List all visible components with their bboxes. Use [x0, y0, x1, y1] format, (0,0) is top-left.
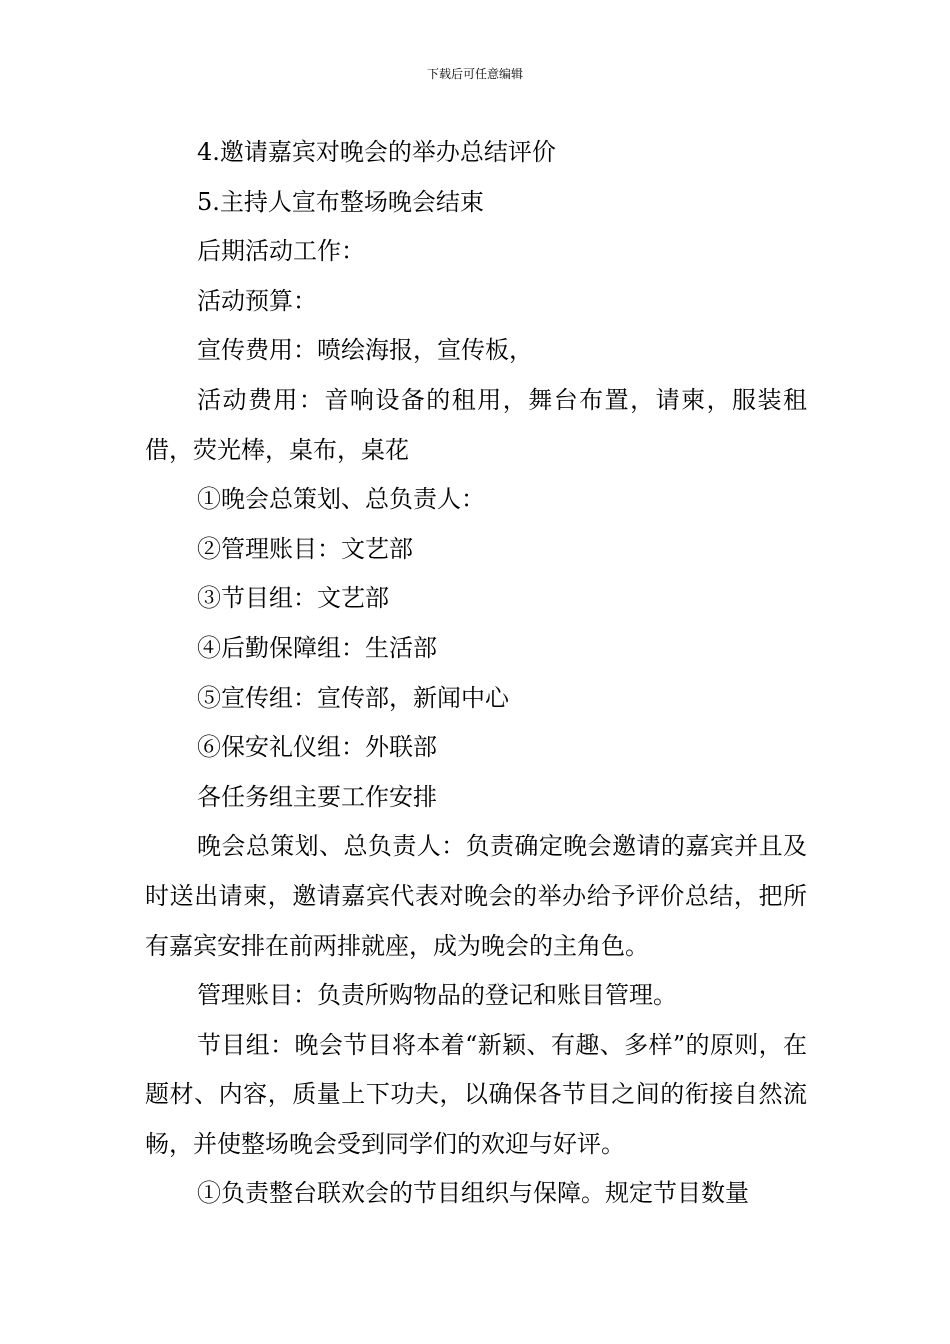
paragraph-chief-planner: 晚会总策划、总负责人：负责确定晚会邀请的嘉宾并且及时送出请柬，邀请嘉宾代表对晚会的举办给予评价总结，把所有嘉宾安排在前两排就座，成为晚会的主角色。 — [145, 832, 807, 960]
paragraph-group-1: ①晚会总策划、总负责人： — [197, 485, 485, 514]
paragraph-item-4: 4.邀请嘉宾对晚会的举办总结评价 — [197, 138, 556, 166]
paragraph-program-duty-1: ①负责整台联欢会的节目组织与保障。规定节目数量 — [197, 1179, 749, 1208]
paragraph-program-group: 节目组：晚会节目将本着“新颖、有趣、多样”的原则，在题材、内容，质量上下功夫，以确保各节目之间的衔接自然流畅，并使整场晚会受到同学们的欢迎与好评。 — [145, 1030, 807, 1158]
paragraph-task-arrangement: 各任务组主要工作安排 — [197, 782, 437, 811]
paragraph-accounts: 管理账目：负责所购物品的登记和账目管理。 — [197, 981, 677, 1010]
paragraph-activity-cost: 活动费用：音响设备的租用，舞台布置，请柬，服装租借，荧光棒，桌布，桌花 — [145, 385, 807, 464]
document-body — [145, 128, 807, 1219]
paragraph-group-2: ②管理账目：文艺部 — [197, 534, 413, 563]
paragraph-group-5: ⑤宣传组：宣传部，新闻中心 — [197, 683, 509, 712]
paragraph-group-3: ③节目组：文艺部 — [197, 584, 389, 613]
paragraph-group-4: ④后勤保障组：生活部 — [197, 633, 437, 662]
paragraph-post-activity: 后期活动工作： — [197, 237, 365, 266]
paragraph-group-6: ⑥保安礼仪组：外联部 — [197, 733, 437, 762]
paragraph-budget: 活动预算： — [197, 286, 317, 315]
paragraph-publicity-cost: 宣传费用：喷绘海报，宣传板， — [197, 336, 533, 365]
paragraph-item-5: 5.主持人宣布整场晚会结束 — [197, 187, 484, 216]
page-header: 下载后可任意编辑 — [426, 67, 523, 81]
